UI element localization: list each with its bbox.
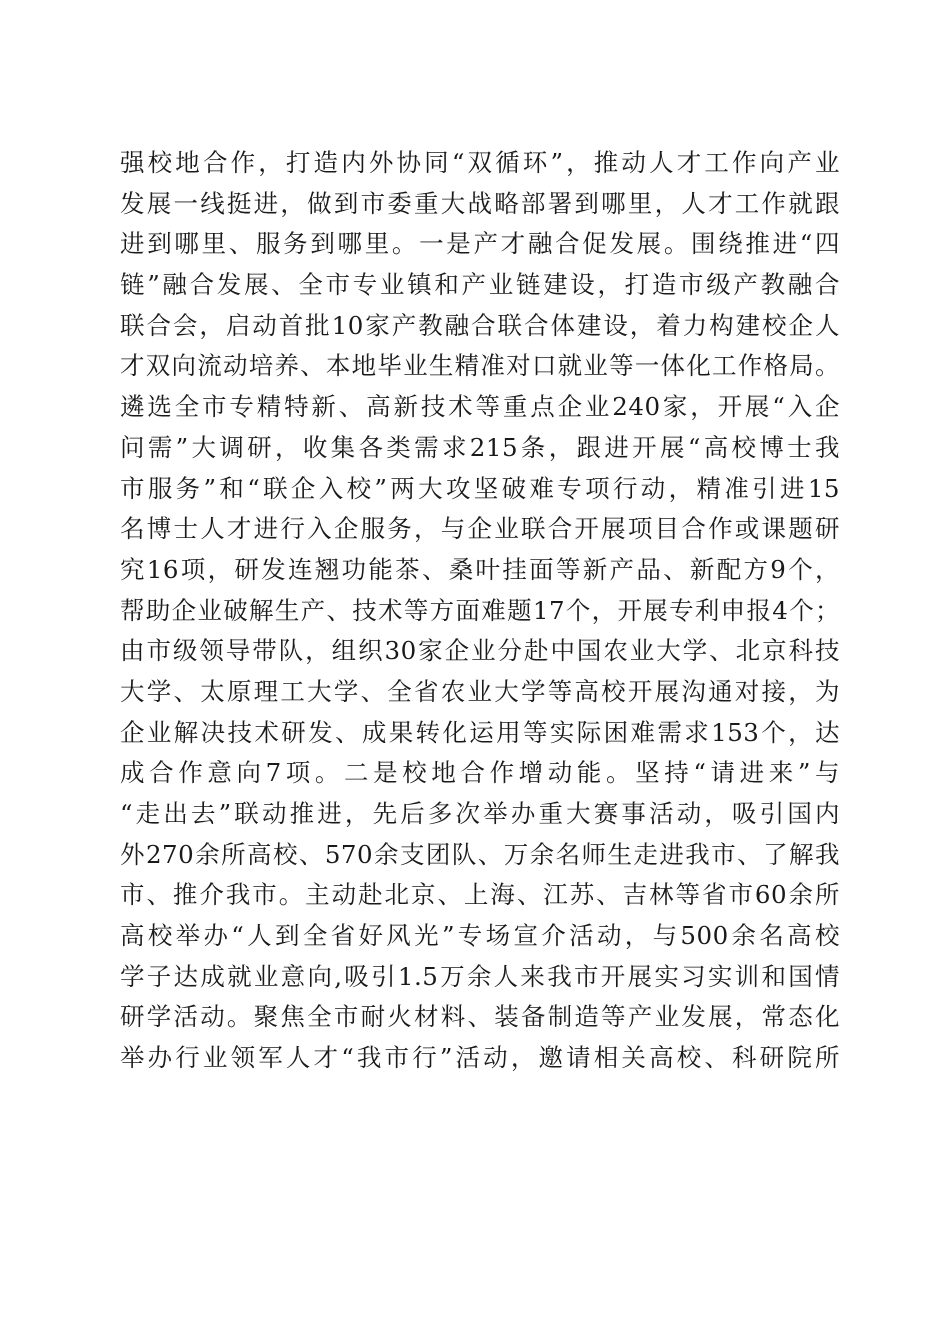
text-line: 强校地合作，打造内外协同“双循环”，推动人才工作向产业: [120, 148, 840, 177]
body-paragraph: [120, 143, 840, 1079]
text-line: 遴选全市专精特新、高新技术等重点企业240家，开展“入企: [120, 392, 840, 422]
text-line: 市、推介我市。主动赴北京、上海、江苏、吉林等省市60余所: [120, 880, 840, 910]
text-line: 发展一线挺进，做到市委重大战略部署到哪里，人才工作就跟: [120, 188, 840, 218]
text-line: 名博士人才进行入企服务，与企业联合开展项目合作或课题研: [120, 514, 840, 544]
text-line: 研学活动。聚焦全市耐火材料、装备制造等产业发展，常态化: [120, 1002, 840, 1032]
text-line: 大学、太原理工大学、全省农业大学等高校开展沟通对接，为: [120, 676, 840, 706]
text-line: 举办行业领军人才“我市行”活动，邀请相关高校、科研院所: [120, 1043, 840, 1073]
text-line: 高校举办“人到全省好风光”专场宣介活动，与500余名高校: [120, 921, 840, 951]
text-line: 外270余所高校、570余支团队、万余名师生走进我市、了解我: [120, 839, 840, 869]
text-line: 才双向流动培养、本地毕业生精准对口就业等一体化工作格局。: [120, 351, 840, 381]
text-line: 企业解决技术研发、成果转化运用等实际困难需求153个，达: [120, 717, 840, 747]
text-line: 学子达成就业意向,吸引1.5万余人来我市开展实习实训和国情: [120, 961, 840, 991]
text-line: 进到哪里、服务到哪里。一是产才融合促发展。围绕推进“四: [120, 229, 840, 259]
text-line: 链”融合发展、全市专业镇和产业链建设，打造市级产教融合: [120, 270, 840, 300]
text-line: 成合作意向7项。二是校地合作增动能。坚持“请进来”与: [120, 758, 840, 788]
text-line: 帮助企业破解生产、技术等方面难题17个，开展专利申报4个；: [120, 595, 840, 625]
text-line: 联合会，启动首批10家产教融合联合体建设，着力构建校企人: [120, 310, 840, 340]
text-line: 市服务”和“联企入校”两大攻坚破难专项行动，精准引进15: [120, 473, 840, 503]
text-line: “走出去”联动推进，先后多次举办重大赛事活动，吸引国内: [120, 799, 840, 828]
text-line: 由市级领导带队，组织30家企业分赴中国农业大学、北京科技: [120, 636, 840, 666]
text-line: 究16项，研发连翘功能茶、桑叶挂面等新产品、新配方9个，: [120, 554, 840, 584]
text-line: 问需”大调研，收集各类需求215条，跟进开展“高校博士我: [120, 432, 840, 462]
